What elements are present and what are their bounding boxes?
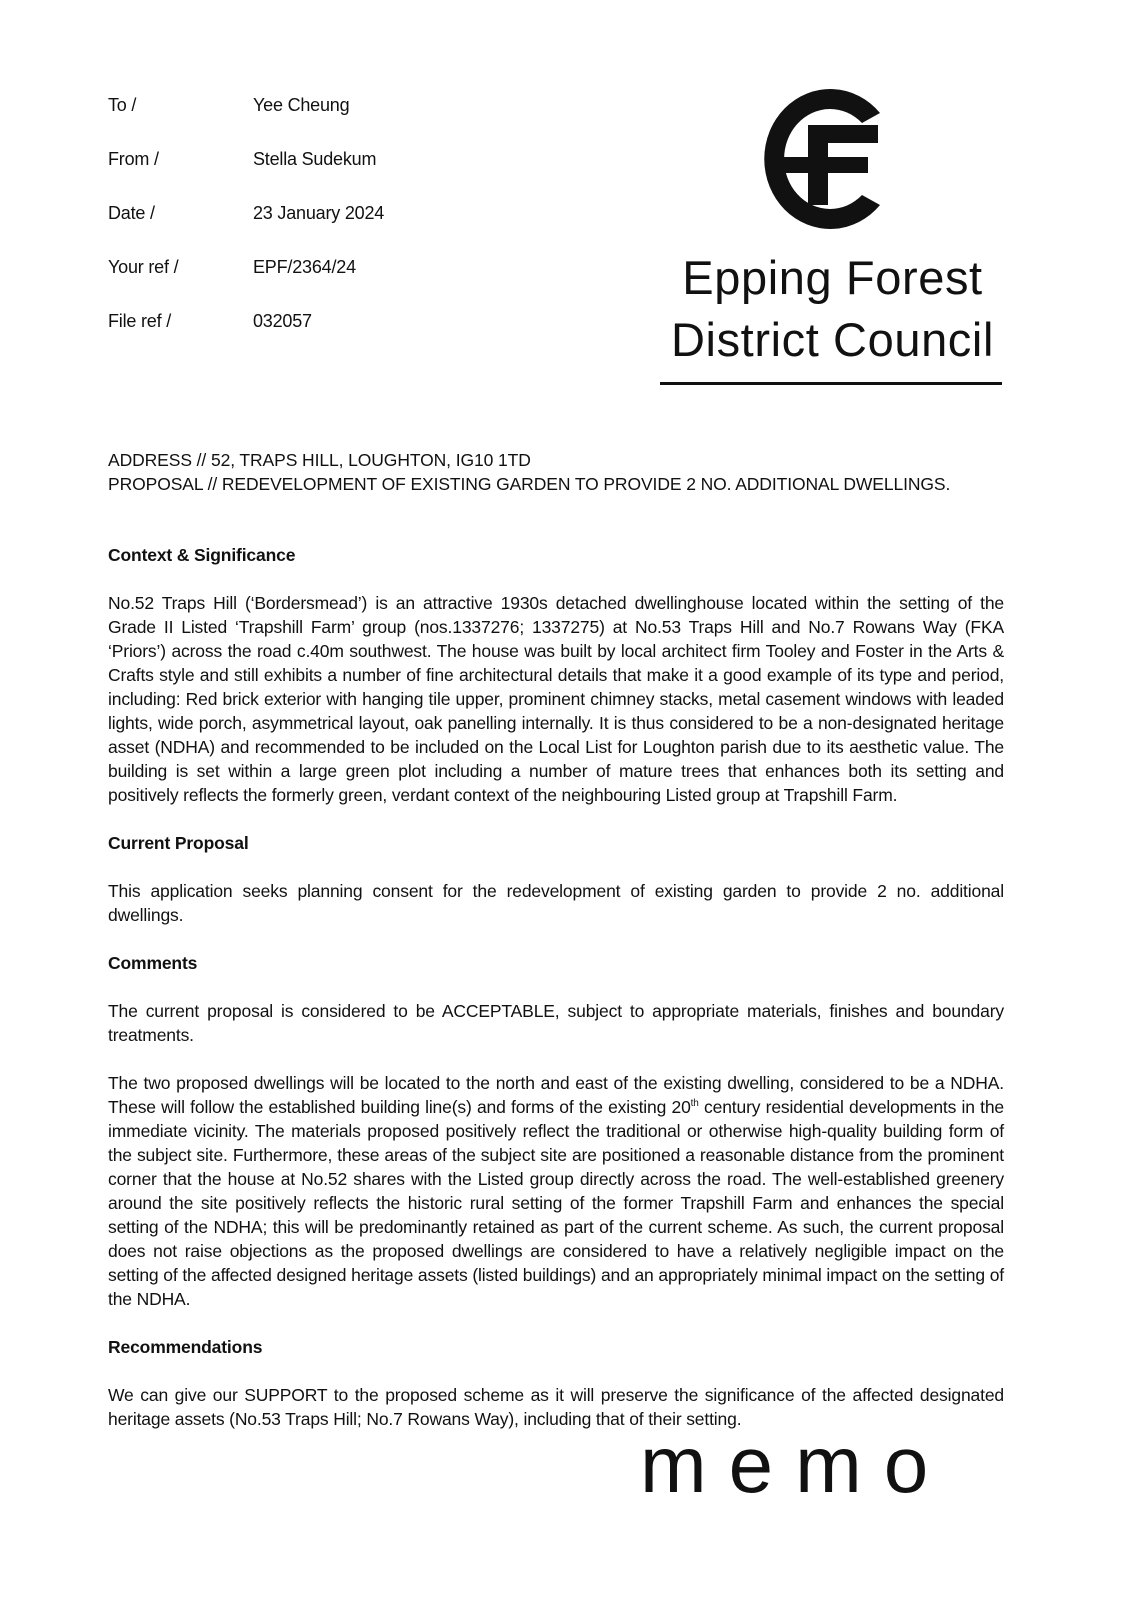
council-name-line-1: Epping Forest: [682, 251, 983, 304]
date-row: [108, 202, 384, 256]
file-ref-label: File ref /: [108, 311, 172, 331]
to-label: To /: [108, 95, 137, 115]
from-row: [108, 148, 384, 202]
subject-block: [108, 448, 1008, 496]
recommendations-paragraph: We can give our SUPPORT to the proposed scheme as it will preserve the significance of the affected designated heritage assets (No.53 Traps Hill; No.7 Rowans Way), including that of their setting.: [108, 1385, 1004, 1429]
ordinal-suffix: th: [690, 1098, 699, 1110]
context-paragraph: No.52 Traps Hill (‘Bordersmead’) is an attractive 1930s detached dwellinghouse located within the setting of the Grade II Listed ‘Trapshill Farm’ group (nos.1337276; 1337275) at No.53 Traps Hill and No.7 Rowans Way (FKA ‘Priors’) across the road c.40m southwest. The house was built by local architect firm Tooley and Foster in the Arts & Crafts style and still exhibits a number of fine architectural details that make it a good example of its type and period, including: Red brick exterior with hanging tile upper, prominent chimney stacks, metal casement windows with leaded lights, wide porch, asymmetrical layout, oak panelling internally. It is thus considered to be a non-designated heritage asset (NDHA) and recommended to be included on the Local List for Loughton parish due to its aesthetic value. The building is set within a large green plot including a number of mature trees that enhances both its setting and positively reflects the formerly green, verdant context of the neighbouring Listed group at Trapshill Farm.: [108, 593, 1004, 805]
from-value: Stella Sudekum: [253, 149, 377, 169]
memo-wordmark: memo: [640, 1420, 951, 1509]
comments-heading: Comments: [108, 953, 198, 973]
to-row: [108, 94, 384, 148]
comments-paragraph-2: [108, 1071, 1004, 1311]
council-emblem-icon: [762, 85, 894, 233]
date-label: Date /: [108, 203, 155, 223]
logo-divider: [660, 382, 1002, 385]
council-name: [655, 247, 1010, 371]
memo-header: [108, 94, 384, 364]
your-ref-value: EPF/2364/24: [253, 257, 356, 277]
comments-paragraph-2-rest: century residential developments in the immediate vicinity. The materials proposed positively reflect the traditional or otherwise high-quality building form of the subject site. Furthermore, these areas of the subject site are positioned a reasonable distance from the prominent corner that the house at No.52 shares with the Listed group directly across the road. The well-established greenery around the site positively reflects the historic rural setting of the former Trapshill Farm and enhances the special setting of the NDHA; this will be predominantly retained as part of the current scheme. As such, the current proposal does not raise objections as the proposed dwellings are considered to have a relatively negligible impact on the setting of the affected designed heritage assets (listed buildings) and an appropriately minimal impact on the setting of the NDHA.: [108, 1097, 1004, 1309]
current-proposal-paragraph: This application seeks planning consent for the redevelopment of existing garden to provide 2 no. additional dwellings.: [108, 881, 1004, 925]
current-proposal-heading: Current Proposal: [108, 833, 249, 853]
date-value: 23 January 2024: [253, 203, 385, 223]
your-ref-label: Your ref /: [108, 257, 179, 277]
to-value: Yee Cheung: [253, 95, 350, 115]
council-name-line-2: District Council: [671, 313, 994, 366]
comments-paragraph-1: The current proposal is considered to be ACCEPTABLE, subject to appropriate materials, finishes and boundary treatments.: [108, 1001, 1004, 1045]
comments-paragraph-2-start: The two proposed dwellings will be located to the north and east of the existing dwelling, considered to be a NDHA. These will follow the established building line(s) and forms of the existing 20: [108, 1073, 1004, 1117]
from-label: From /: [108, 149, 159, 169]
address-line: ADDRESS // 52, TRAPS HILL, LOUGHTON, IG10 1TD: [108, 450, 531, 470]
your-ref-row: [108, 256, 384, 310]
recommendations-heading: Recommendations: [108, 1337, 263, 1357]
memo-body: [108, 543, 1004, 1455]
context-heading: Context & Significance: [108, 545, 296, 565]
file-ref-row: [108, 310, 384, 364]
file-ref-value: 032057: [253, 311, 312, 331]
proposal-line: PROPOSAL // REDEVELOPMENT OF EXISTING GARDEN TO PROVIDE 2 NO. ADDITIONAL DWELLINGS.: [108, 474, 951, 494]
